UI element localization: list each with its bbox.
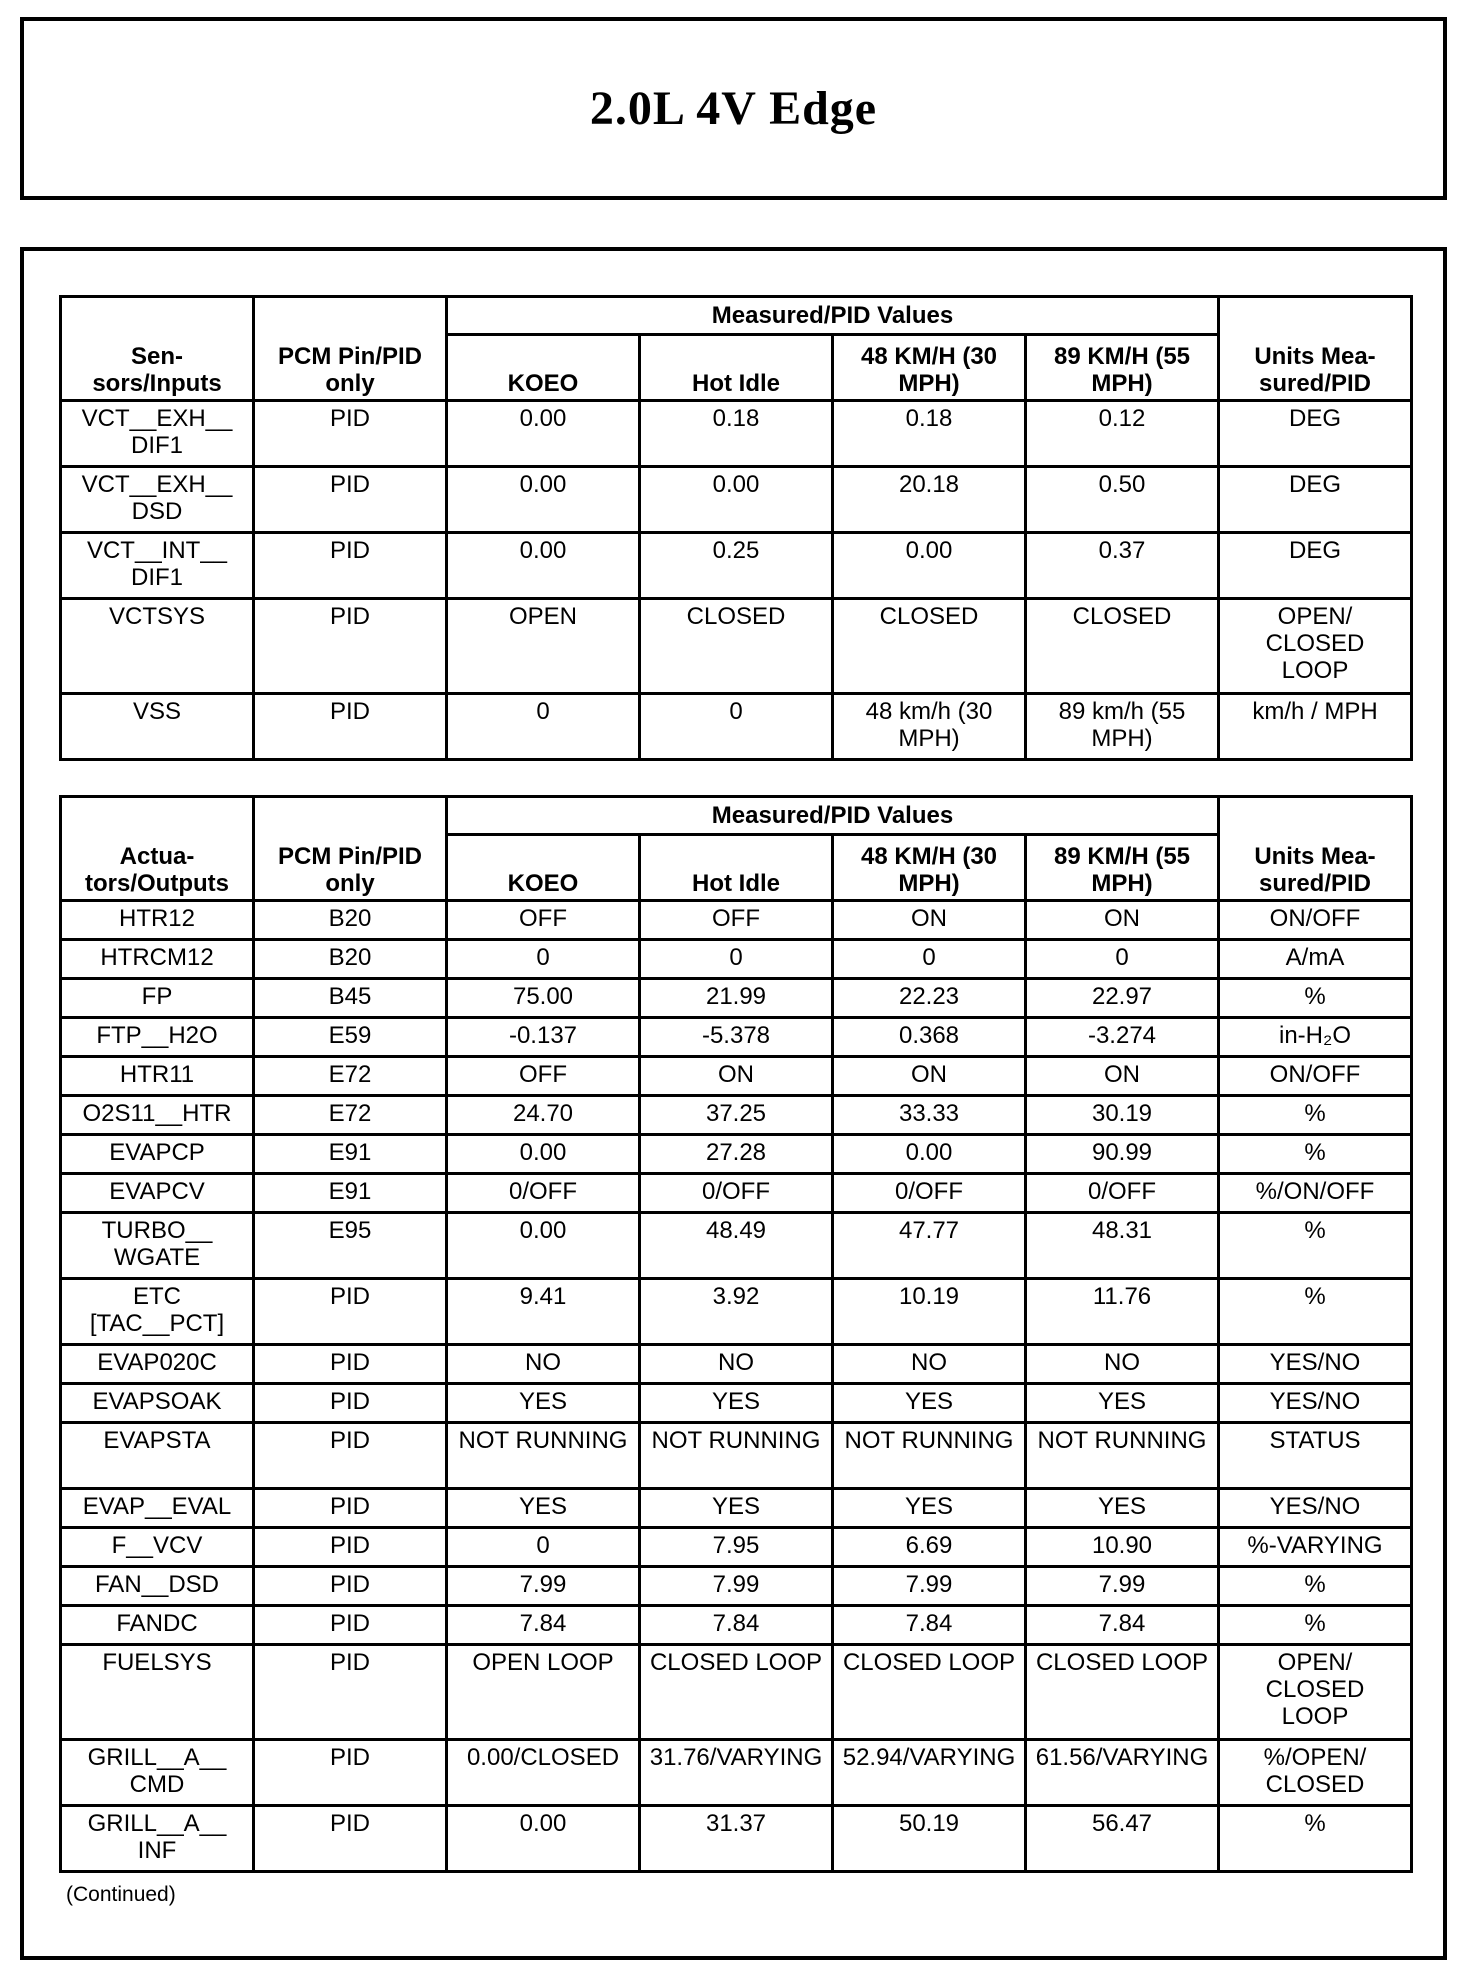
cell-name: EVAPSOAK	[61, 1384, 254, 1423]
cell-hot-idle: 0	[640, 694, 833, 760]
cell-name: FP	[61, 979, 254, 1018]
cell-48-kmh: 0.18	[833, 401, 1026, 467]
sensors-inputs-table-body	[61, 401, 1412, 760]
cell-48-kmh: 48 km/h (30 MPH)	[833, 694, 1026, 760]
cell-units: km/h / MPH	[1219, 694, 1412, 760]
cell-89-kmh: 90.99	[1026, 1135, 1219, 1174]
cell-units: A/mA	[1219, 940, 1412, 979]
cell-hot-idle: 0/OFF	[640, 1174, 833, 1213]
cell-pcm-pin: PID	[254, 1606, 447, 1645]
table-row	[61, 1384, 1412, 1423]
col-header-sensors-inputs: Sen- sors/Inputs	[61, 297, 254, 401]
cell-koeo: 9.41	[447, 1279, 640, 1345]
group-header-measured-values: Measured/PID Values	[447, 797, 1219, 835]
cell-hot-idle: -5.378	[640, 1018, 833, 1057]
cell-48-kmh: 50.19	[833, 1806, 1026, 1872]
cell-48-kmh: 6.69	[833, 1528, 1026, 1567]
table-row	[61, 901, 1412, 940]
cell-koeo: 0	[447, 1528, 640, 1567]
cell-89-kmh: NOT RUNNING	[1026, 1423, 1219, 1489]
col-header-48-kmh: 48 KM/H (30 MPH)	[833, 335, 1026, 401]
sensors-inputs-table	[59, 295, 1413, 761]
cell-units: %	[1219, 1606, 1412, 1645]
cell-name: FTP__H2O	[61, 1018, 254, 1057]
cell-89-kmh: 0/OFF	[1026, 1174, 1219, 1213]
cell-units: YES/NO	[1219, 1345, 1412, 1384]
cell-koeo: 0.00	[447, 1135, 640, 1174]
cell-89-kmh: 7.84	[1026, 1606, 1219, 1645]
cell-48-kmh: NOT RUNNING	[833, 1423, 1026, 1489]
table-row	[61, 1018, 1412, 1057]
col-header-actuators-outputs: Actua- tors/Outputs	[61, 797, 254, 901]
cell-48-kmh: YES	[833, 1384, 1026, 1423]
cell-units: %	[1219, 979, 1412, 1018]
col-header-48-kmh: 48 KM/H (30 MPH)	[833, 835, 1026, 901]
cell-hot-idle: 48.49	[640, 1213, 833, 1279]
cell-89-kmh: 22.97	[1026, 979, 1219, 1018]
cell-name: VSS	[61, 694, 254, 760]
cell-48-kmh: 33.33	[833, 1096, 1026, 1135]
cell-koeo: -0.137	[447, 1018, 640, 1057]
table-row	[61, 940, 1412, 979]
cell-pcm-pin: PID	[254, 1528, 447, 1567]
cell-48-kmh: NO	[833, 1345, 1026, 1384]
cell-48-kmh: 47.77	[833, 1213, 1026, 1279]
cell-name: EVAP__EVAL	[61, 1489, 254, 1528]
cell-48-kmh: 0.00	[833, 1135, 1026, 1174]
cell-koeo: 24.70	[447, 1096, 640, 1135]
cell-units: %	[1219, 1279, 1412, 1345]
cell-89-kmh: 11.76	[1026, 1279, 1219, 1345]
cell-pcm-pin: PID	[254, 599, 447, 694]
cell-48-kmh: 0	[833, 940, 1026, 979]
col-header-89-kmh: 89 KM/H (55 MPH)	[1026, 835, 1219, 901]
cell-hot-idle: 37.25	[640, 1096, 833, 1135]
table-row	[61, 694, 1412, 760]
cell-koeo: NO	[447, 1345, 640, 1384]
cell-name: O2S11__HTR	[61, 1096, 254, 1135]
cell-89-kmh: 56.47	[1026, 1806, 1219, 1872]
cell-units: DEG	[1219, 467, 1412, 533]
cell-hot-idle: NO	[640, 1345, 833, 1384]
title-box	[20, 17, 1447, 200]
cell-48-kmh: 7.84	[833, 1606, 1026, 1645]
cell-pcm-pin: B45	[254, 979, 447, 1018]
cell-name: FAN__DSD	[61, 1567, 254, 1606]
cell-hot-idle: CLOSED LOOP	[640, 1645, 833, 1740]
cell-48-kmh: ON	[833, 901, 1026, 940]
cell-pcm-pin: E72	[254, 1096, 447, 1135]
table-row	[61, 401, 1412, 467]
cell-koeo: 7.84	[447, 1606, 640, 1645]
cell-units: YES/NO	[1219, 1489, 1412, 1528]
cell-name: GRILL__A__ INF	[61, 1806, 254, 1872]
cell-48-kmh: CLOSED	[833, 599, 1026, 694]
cell-hot-idle: YES	[640, 1489, 833, 1528]
cell-pcm-pin: E91	[254, 1174, 447, 1213]
cell-koeo: 0.00	[447, 533, 640, 599]
cell-89-kmh: YES	[1026, 1384, 1219, 1423]
cell-koeo: 0	[447, 694, 640, 760]
actuators-outputs-table-body	[61, 901, 1412, 1872]
cell-koeo: OFF	[447, 901, 640, 940]
cell-koeo: 7.99	[447, 1567, 640, 1606]
table-row	[61, 1135, 1412, 1174]
cell-pcm-pin: PID	[254, 467, 447, 533]
cell-pcm-pin: PID	[254, 1645, 447, 1740]
cell-pcm-pin: E59	[254, 1018, 447, 1057]
cell-name: FUELSYS	[61, 1645, 254, 1740]
col-header-pcm-pin: PCM Pin/PID only	[254, 797, 447, 901]
cell-hot-idle: CLOSED	[640, 599, 833, 694]
cell-name: EVAPCV	[61, 1174, 254, 1213]
cell-89-kmh: CLOSED LOOP	[1026, 1645, 1219, 1740]
cell-48-kmh: 20.18	[833, 467, 1026, 533]
table-row	[61, 1567, 1412, 1606]
cell-48-kmh: 0.00	[833, 533, 1026, 599]
main-content-box	[20, 247, 1447, 1960]
cell-name: ETC [TAC__PCT]	[61, 1279, 254, 1345]
cell-name: HTR12	[61, 901, 254, 940]
cell-name: TURBO__ WGATE	[61, 1213, 254, 1279]
table-row	[61, 1345, 1412, 1384]
cell-48-kmh: 0.368	[833, 1018, 1026, 1057]
cell-hot-idle: 0.25	[640, 533, 833, 599]
cell-hot-idle: 31.76/VARYING	[640, 1740, 833, 1806]
cell-48-kmh: ON	[833, 1057, 1026, 1096]
cell-units: in-H₂O	[1219, 1018, 1412, 1057]
col-header-units: Units Mea- sured/PID	[1219, 297, 1412, 401]
continued-note: (Continued)	[66, 1883, 176, 1906]
cell-hot-idle: 7.99	[640, 1567, 833, 1606]
cell-89-kmh: 7.99	[1026, 1567, 1219, 1606]
table-row	[61, 1606, 1412, 1645]
cell-hot-idle: OFF	[640, 901, 833, 940]
cell-pcm-pin: PID	[254, 1489, 447, 1528]
col-header-koeo: KOEO	[447, 335, 640, 401]
cell-hot-idle: 27.28	[640, 1135, 833, 1174]
cell-name: VCTSYS	[61, 599, 254, 694]
table-row	[61, 467, 1412, 533]
cell-hot-idle: 0	[640, 940, 833, 979]
table-row	[61, 533, 1412, 599]
cell-89-kmh: 10.90	[1026, 1528, 1219, 1567]
col-header-koeo: KOEO	[447, 835, 640, 901]
cell-pcm-pin: PID	[254, 1423, 447, 1489]
cell-units: ON/OFF	[1219, 1057, 1412, 1096]
cell-name: VCT__EXH__ DIF1	[61, 401, 254, 467]
cell-pcm-pin: E95	[254, 1213, 447, 1279]
cell-units: %/ON/OFF	[1219, 1174, 1412, 1213]
col-header-hot-idle: Hot Idle	[640, 835, 833, 901]
cell-name: EVAPCP	[61, 1135, 254, 1174]
cell-89-kmh: 48.31	[1026, 1213, 1219, 1279]
table-row	[61, 1213, 1412, 1279]
cell-koeo: OFF	[447, 1057, 640, 1096]
cell-name: EVAP020C	[61, 1345, 254, 1384]
cell-hot-idle: 0.18	[640, 401, 833, 467]
cell-units: %	[1219, 1213, 1412, 1279]
cell-koeo: YES	[447, 1384, 640, 1423]
table-row	[61, 599, 1412, 694]
cell-pcm-pin: PID	[254, 1806, 447, 1872]
cell-hot-idle: 3.92	[640, 1279, 833, 1345]
cell-89-kmh: 30.19	[1026, 1096, 1219, 1135]
group-header-measured-values: Measured/PID Values	[447, 297, 1219, 335]
cell-hot-idle: NOT RUNNING	[640, 1423, 833, 1489]
cell-89-kmh: 61.56/VARYING	[1026, 1740, 1219, 1806]
cell-hot-idle: 21.99	[640, 979, 833, 1018]
cell-name: F__VCV	[61, 1528, 254, 1567]
cell-units: DEG	[1219, 533, 1412, 599]
cell-koeo: 0.00	[447, 1213, 640, 1279]
cell-89-kmh: 89 km/h (55 MPH)	[1026, 694, 1219, 760]
table-row	[61, 1528, 1412, 1567]
cell-48-kmh: 7.99	[833, 1567, 1026, 1606]
cell-89-kmh: ON	[1026, 901, 1219, 940]
cell-48-kmh: 22.23	[833, 979, 1026, 1018]
cell-pcm-pin: PID	[254, 1345, 447, 1384]
cell-koeo: 0.00	[447, 1806, 640, 1872]
col-header-units: Units Mea- sured/PID	[1219, 797, 1412, 901]
cell-koeo: 0.00	[447, 467, 640, 533]
col-header-pcm-pin: PCM Pin/PID only	[254, 297, 447, 401]
cell-koeo: 0.00/CLOSED	[447, 1740, 640, 1806]
cell-name: VCT__EXH__ DSD	[61, 467, 254, 533]
cell-name: FANDC	[61, 1606, 254, 1645]
table-row	[61, 1174, 1412, 1213]
cell-units: %	[1219, 1135, 1412, 1174]
cell-pcm-pin: E91	[254, 1135, 447, 1174]
cell-pcm-pin: B20	[254, 940, 447, 979]
cell-48-kmh: 0/OFF	[833, 1174, 1026, 1213]
cell-units: %	[1219, 1096, 1412, 1135]
page-title: 2.0L 4V Edge	[589, 82, 878, 135]
table-row	[61, 1489, 1412, 1528]
col-header-hot-idle: Hot Idle	[640, 335, 833, 401]
col-header-89-kmh: 89 KM/H (55 MPH)	[1026, 335, 1219, 401]
cell-name: EVAPSTA	[61, 1423, 254, 1489]
cell-89-kmh: ON	[1026, 1057, 1219, 1096]
cell-name: HTRCM12	[61, 940, 254, 979]
cell-hot-idle: 31.37	[640, 1806, 833, 1872]
cell-89-kmh: -3.274	[1026, 1018, 1219, 1057]
table-row	[61, 1806, 1412, 1872]
table-row	[61, 1057, 1412, 1096]
cell-koeo: 0	[447, 940, 640, 979]
cell-89-kmh: 0.37	[1026, 533, 1219, 599]
cell-hot-idle: 7.95	[640, 1528, 833, 1567]
cell-units: ON/OFF	[1219, 901, 1412, 940]
cell-name: VCT__INT__ DIF1	[61, 533, 254, 599]
cell-pcm-pin: PID	[254, 1279, 447, 1345]
cell-pcm-pin: PID	[254, 401, 447, 467]
cell-48-kmh: 52.94/VARYING	[833, 1740, 1026, 1806]
cell-koeo: OPEN LOOP	[447, 1645, 640, 1740]
cell-name: HTR11	[61, 1057, 254, 1096]
cell-48-kmh: 10.19	[833, 1279, 1026, 1345]
cell-hot-idle: 7.84	[640, 1606, 833, 1645]
cell-units: %/OPEN/ CLOSED	[1219, 1740, 1412, 1806]
cell-units: %-VARYING	[1219, 1528, 1412, 1567]
cell-89-kmh: YES	[1026, 1489, 1219, 1528]
cell-hot-idle: ON	[640, 1057, 833, 1096]
cell-koeo: OPEN	[447, 599, 640, 694]
cell-89-kmh: NO	[1026, 1345, 1219, 1384]
cell-units: OPEN/ CLOSED LOOP	[1219, 1645, 1412, 1740]
cell-units: %	[1219, 1567, 1412, 1606]
cell-units: STATUS	[1219, 1423, 1412, 1489]
table-row	[61, 1645, 1412, 1740]
cell-units: %	[1219, 1806, 1412, 1872]
cell-koeo: 0/OFF	[447, 1174, 640, 1213]
cell-koeo: 0.00	[447, 401, 640, 467]
cell-hot-idle: YES	[640, 1384, 833, 1423]
cell-pcm-pin: PID	[254, 1740, 447, 1806]
cell-koeo: YES	[447, 1489, 640, 1528]
cell-pcm-pin: E72	[254, 1057, 447, 1096]
cell-koeo: NOT RUNNING	[447, 1423, 640, 1489]
table-row	[61, 1279, 1412, 1345]
cell-89-kmh: 0.50	[1026, 467, 1219, 533]
cell-hot-idle: 0.00	[640, 467, 833, 533]
cell-89-kmh: 0.12	[1026, 401, 1219, 467]
cell-pcm-pin: PID	[254, 1567, 447, 1606]
cell-89-kmh: 0	[1026, 940, 1219, 979]
cell-pcm-pin: PID	[254, 533, 447, 599]
table-row	[61, 1423, 1412, 1489]
cell-units: DEG	[1219, 401, 1412, 467]
cell-48-kmh: CLOSED LOOP	[833, 1645, 1026, 1740]
cell-89-kmh: CLOSED	[1026, 599, 1219, 694]
cell-pcm-pin: PID	[254, 1384, 447, 1423]
cell-pcm-pin: B20	[254, 901, 447, 940]
actuators-outputs-table	[59, 795, 1413, 1873]
cell-units: OPEN/ CLOSED LOOP	[1219, 599, 1412, 694]
table-row	[61, 1740, 1412, 1806]
cell-units: YES/NO	[1219, 1384, 1412, 1423]
table-row	[61, 979, 1412, 1018]
table-row	[61, 1096, 1412, 1135]
cell-name: GRILL__A__ CMD	[61, 1740, 254, 1806]
cell-koeo: 75.00	[447, 979, 640, 1018]
cell-pcm-pin: PID	[254, 694, 447, 760]
cell-48-kmh: YES	[833, 1489, 1026, 1528]
